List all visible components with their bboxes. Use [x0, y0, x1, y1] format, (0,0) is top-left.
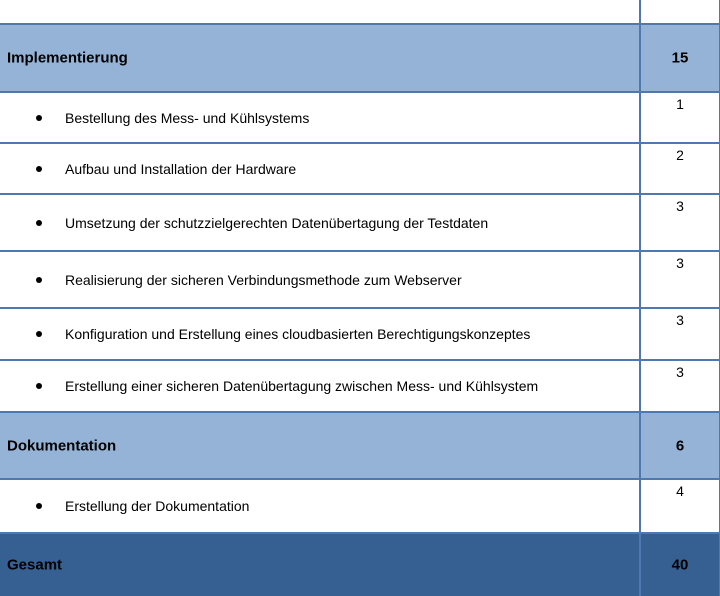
task-hours: 3	[676, 198, 684, 214]
task-hours: 3	[676, 312, 684, 328]
table-row	[0, 93, 720, 142]
task-hours: 2	[676, 147, 684, 163]
task-hours: 4	[676, 483, 684, 499]
bullet-icon	[36, 277, 42, 283]
table-row	[0, 195, 720, 250]
task-label: Umsetzung der schutzzielgerechten Datenübertagung der Testdaten	[65, 214, 489, 231]
total-label: Gesamt	[7, 556, 63, 574]
task-hours: 3	[676, 255, 684, 271]
section-title: Dokumentation	[7, 437, 117, 454]
task-label: Bestellung des Mess- und Kühlsystems	[65, 109, 310, 126]
bullet-icon	[36, 331, 42, 337]
table-row	[0, 144, 720, 193]
section-header-dokumentation	[0, 413, 720, 478]
task-label: Erstellung einer sicheren Datenübertagung zwischen Mess- und Kühlsystem	[65, 378, 539, 394]
bullet-icon	[36, 115, 42, 121]
task-label: Aufbau und Installation der Hardware	[65, 160, 297, 177]
bullet-icon	[36, 220, 42, 226]
bullet-icon	[36, 503, 42, 509]
bullet-icon	[36, 166, 42, 172]
section-hours: 15	[671, 49, 689, 67]
total-hours: 40	[671, 556, 689, 574]
task-label: Realisierung der sicheren Verbindungsmethode zum Webserver	[65, 271, 462, 288]
table-row	[0, 361, 720, 411]
table-row	[0, 252, 720, 307]
task-label: Erstellung der Dokumentation	[65, 498, 250, 514]
section-hours: 6	[675, 437, 685, 454]
section-header-implementierung	[0, 25, 720, 91]
task-label: Konfiguration und Erstellung eines cloudbasierten Berechtigungskonzeptes	[65, 326, 531, 342]
table-row-empty	[0, 0, 720, 24]
table-row	[0, 480, 720, 532]
bullet-icon	[36, 383, 42, 389]
table-row	[0, 309, 720, 359]
task-hours: 1	[676, 96, 684, 112]
section-title: Implementierung	[7, 49, 128, 67]
task-hours: 3	[676, 364, 684, 380]
total-row	[0, 534, 720, 596]
